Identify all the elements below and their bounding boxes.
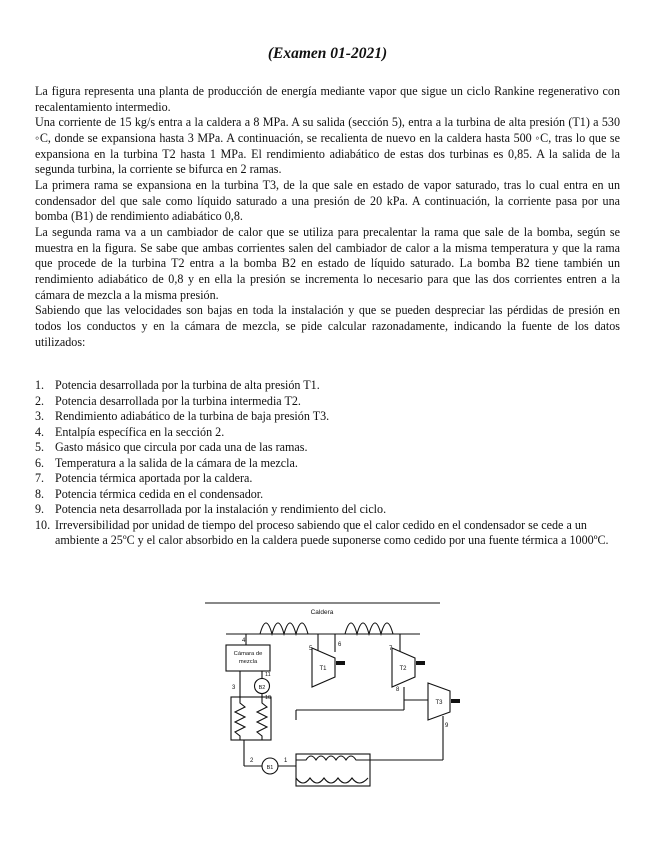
point-11-label: 11 xyxy=(265,672,271,678)
list-item: 1. Potencia desarrollada por la turbina de alta presión T1. xyxy=(35,378,320,392)
pump-b1-label: B1 xyxy=(266,765,274,771)
point-8-label: 8 xyxy=(396,687,400,693)
list-item: 8. Potencia térmica cedida en el condensador. xyxy=(35,486,264,501)
paragraph: La primera rama se expansiona en la turbina T3, de la que sale en estado de vapor saturado, tras lo cual entra en un condensador del que sale como líquido saturado a una presión de 20 kPa. A continuación, la corriente pasa por una bomba (B1) de rendimiento adiabático 0,8. xyxy=(35,177,620,224)
list-item: 6. Temperatura a la salida de la cámara de la mezcla. xyxy=(35,455,298,470)
turbine-t3-label: T3 xyxy=(435,700,443,706)
list-item: 7. Potencia térmica aportada por la caldera. xyxy=(35,471,253,485)
turbine-t1-label: T1 xyxy=(319,666,327,672)
pump-b2-label: B2 xyxy=(258,685,266,691)
mixing-chamber-label-2: mezcla xyxy=(238,659,258,665)
mixing-chamber-box xyxy=(226,645,270,671)
t1-shaft-icon xyxy=(336,661,345,665)
point-6-label: 6 xyxy=(338,642,342,648)
t2-shaft-icon xyxy=(416,661,425,665)
exchanger-coil-cold xyxy=(235,697,245,740)
point-10-label: 10 xyxy=(265,695,272,701)
exchanger-coil-hot xyxy=(257,697,267,740)
list-item: 4. Entalpía específica en la sección 2. xyxy=(35,424,225,439)
paragraph: Sabiendo que las velocidades son bajas en toda la instalación y que se pueden despreciar las pérdidas de presión en todos los conductos y en la cámara de mezcla, se pide calcular razonadamente, indicando la fuente de los datos utilizados: xyxy=(35,303,620,349)
boiler-coil-2 xyxy=(335,623,400,634)
boiler-label: Caldera xyxy=(310,609,334,616)
point-1-label: 1 xyxy=(284,758,288,764)
point-9-label: 9 xyxy=(445,723,449,729)
paragraph: La segunda rama va a un cambiador de calor que se utiliza para precalentar la rama que sale de la bomba, según se muestra en la figura. Se sabe que ambas corrientes salen del cambiador de calor a la misma temperatura y que la rama que procede de la turbina T2 entra a la bomba B2 en estado de líquido saturado. La bomba B2 tiene también un rendimiento adiabático de 0,8 y en ella la presión se incrementa lo necesario para que las dos corrientes entren a la cámara de mezcla a la misma presión. xyxy=(35,224,620,302)
paragraph: Una corriente de 15 kg/s entra a la caldera a 8 MPa. A su salida (sección 5), entra a la turbina de alta presión (T1) a 530 ◦C, donde se expansiona hasta 3 MPa. A continuación, se recalienta de nuevo en la caldera hasta 500 ◦C, tras lo que se expansiona en la turbina T2 hasta 1 MPa. El rendimiento adiabático de estas dos turbinas es 0,85. A la salida de la segunda turbina, la corriente se bifurca en 2 ramas. xyxy=(35,115,620,177)
point-2-label: 2 xyxy=(250,758,254,764)
list-item: 9. Potencia neta desarrollada por la instalación y rendimiento del ciclo. xyxy=(35,502,387,516)
point-3-label: 3 xyxy=(232,685,236,691)
mixing-chamber-label-1: Cámara de xyxy=(233,651,263,657)
point-7-label: 7 xyxy=(389,646,393,652)
t3-shaft-icon xyxy=(451,699,460,703)
list-item: 2. Potencia desarrollada por la turbina intermedia T2. xyxy=(35,393,301,408)
boiler-coil-1 xyxy=(246,623,318,634)
point-4-label: 4 xyxy=(242,638,246,644)
list-item: 5. Gasto másico que circula por cada una de las ramas. xyxy=(35,440,308,454)
list-item: 10. Irreversibilidad por unidad de tiempo del proceso sabiendo que el calor cedido en el condensador se cede a un ambiente a 25ºC y el calor absorbido en la caldera puede suponerse como cedido por una fuente térmica a 1000ºC. xyxy=(35,517,609,547)
point-5-label: 5 xyxy=(309,646,313,652)
paragraph: La figura representa una planta de producción de energía mediante vapor que sigue un ciclo Rankine regenerativo con recalentamiento intermedio. xyxy=(35,84,620,114)
condenser-coil-bottom xyxy=(296,778,368,783)
list-item: 3. Rendimiento adiabático de la turbina de baja presión T3. xyxy=(35,409,330,423)
exam-title: (Examen 01-2021) xyxy=(267,45,388,62)
condenser-coil-top xyxy=(296,756,368,760)
turbine-t2-label: T2 xyxy=(399,666,407,672)
